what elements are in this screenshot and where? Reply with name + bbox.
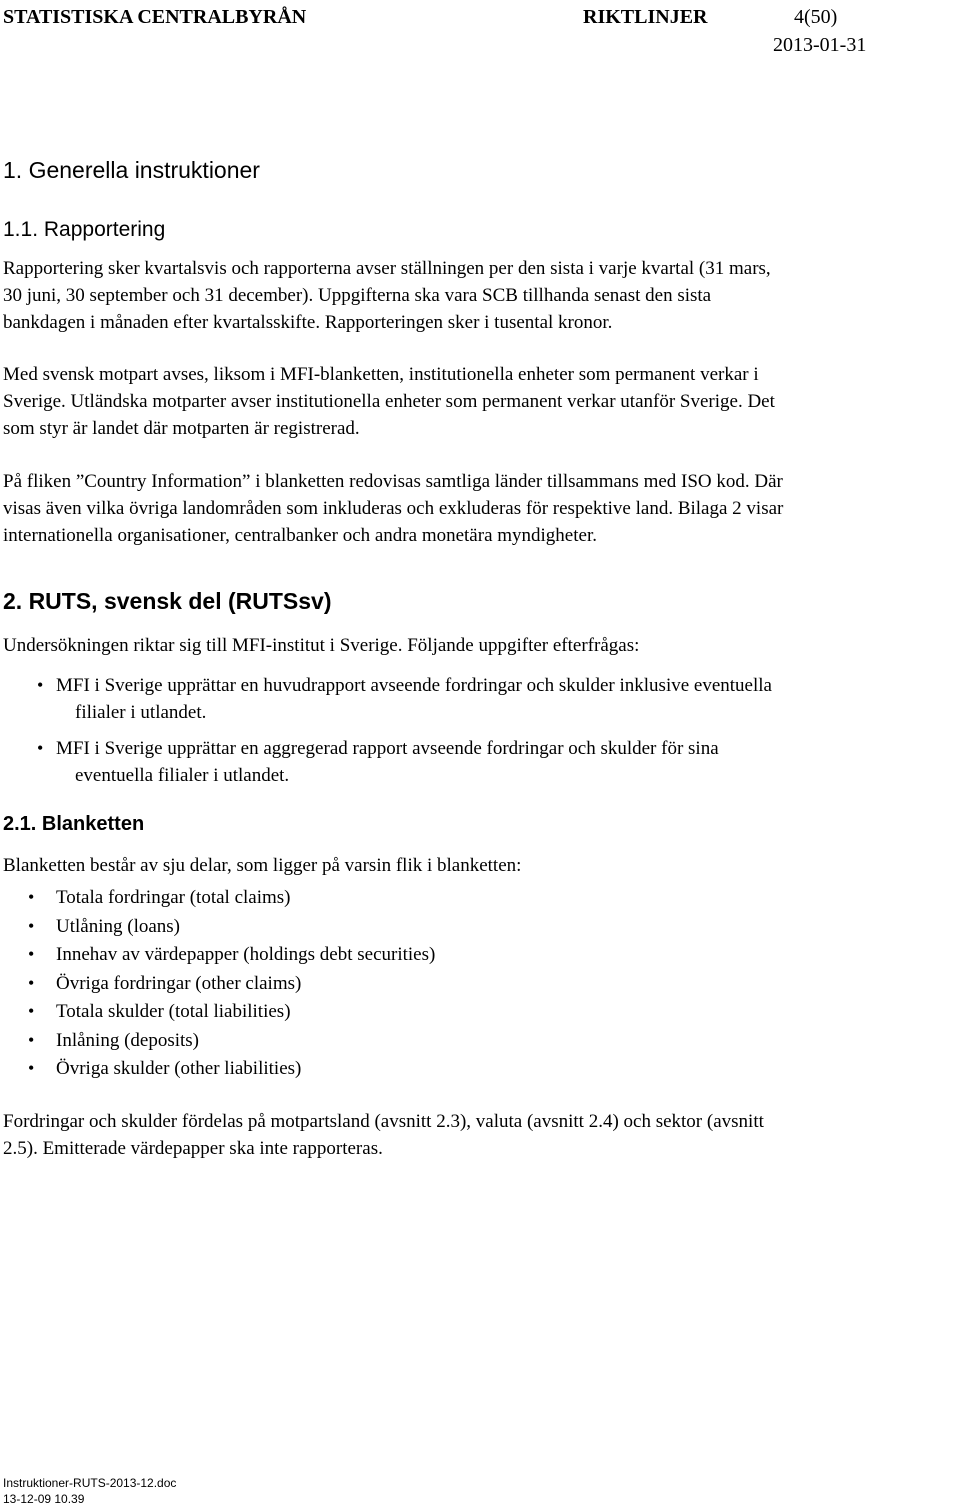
- header-org: STATISTISKA CENTRALBYRÅN: [3, 6, 307, 28]
- paragraph-line: internationella organisationer, centralbanker och andra monetära myndigheter.: [3, 525, 597, 546]
- bullet-icon: •: [28, 973, 35, 993]
- bullet-icon: •: [28, 887, 35, 907]
- closing-line: Fordringar och skulder fördelas på motpartsland (avsnitt 2.3), valuta (avsnitt 2.4) och sektor (avsnitt: [3, 1111, 764, 1132]
- footer-timestamp: 13-12-09 10.39: [3, 1492, 85, 1506]
- bullet-icon: •: [28, 944, 35, 964]
- list-item: Innehav av värdepapper (holdings debt securities): [56, 944, 436, 965]
- paragraph-line: som styr är landet där motparten är registrerad.: [3, 418, 360, 439]
- bullet-icon: •: [28, 1030, 35, 1050]
- bullet-icon: •: [37, 675, 44, 695]
- section-2-1-intro: Blanketten består av sju delar, som ligger på varsin flik i blanketten:: [3, 855, 522, 876]
- bullet-icon: •: [28, 916, 35, 936]
- paragraph-line: På fliken ”Country Information” i blanketten redovisas samtliga länder tillsammans med ISO kod. Där: [3, 471, 783, 492]
- closing-line: 2.5). Emitterade värdepapper ska inte rapporteras.: [3, 1138, 383, 1159]
- list-item: Inlåning (deposits): [56, 1030, 200, 1051]
- paragraph-line: Sverige. Utländska motparter avser institutionella enheter som permanent verkar utanför Sverige. Det: [3, 391, 775, 412]
- paragraph-line: visas även vilka övriga landområden som inkluderas och exkluderas för respektive land. Bilaga 2 visar: [3, 498, 784, 519]
- bullet-text: eventuella filialer i utlandet.: [75, 765, 290, 786]
- section-2-heading: 2. RUTS, svensk del (RUTSsv): [3, 588, 332, 614]
- footer-filename: Instruktioner-RUTS-2013-12.doc: [3, 1476, 177, 1490]
- bullet-text: MFI i Sverige upprättar en huvudrapport avseende fordringar och skulder inklusive eventuella: [56, 675, 772, 696]
- header-doc-type: RIKTLINJER: [583, 6, 708, 28]
- section-1-1-heading: 1.1. Rapportering: [3, 218, 166, 241]
- header-page: 4(50): [794, 6, 838, 28]
- paragraph-line: Med svensk motpart avses, liksom i MFI-blanketten, institutionella enheter som permanent verkar i: [3, 364, 759, 385]
- paragraph-line: bankdagen i månaden efter kvartalsskifte. Rapporteringen sker i tusental kronor.: [3, 312, 613, 333]
- bullet-text: filialer i utlandet.: [75, 702, 207, 723]
- section-2-intro: Undersökningen riktar sig till MFI-institut i Sverige. Följande uppgifter efterfrågas:: [3, 635, 640, 656]
- list-item: Övriga skulder (other liabilities): [56, 1058, 302, 1079]
- paragraph-line: Rapportering sker kvartalsvis och rapporterna avser ställningen per den sista i varje kvartal (31 mars,: [3, 258, 771, 279]
- list-item: Totala fordringar (total claims): [56, 887, 291, 908]
- bullet-text: MFI i Sverige upprättar en aggregerad rapport avseende fordringar och skulder för sina: [56, 738, 719, 759]
- paragraph-line: 30 juni, 30 september och 31 december). Uppgifterna ska vara SCB tillhanda senast den sista: [3, 285, 712, 306]
- bullet-icon: •: [28, 1058, 35, 1078]
- list-item: Övriga fordringar (other claims): [56, 973, 302, 994]
- section-2-1-heading: 2.1. Blanketten: [3, 813, 145, 835]
- list-item: Totala skulder (total liabilities): [56, 1001, 291, 1022]
- list-item: Utlåning (loans): [56, 916, 181, 937]
- bullet-icon: •: [28, 1001, 35, 1021]
- bullet-icon: •: [37, 738, 44, 758]
- section-1-heading: 1. Generella instruktioner: [3, 157, 260, 183]
- header-date: 2013-01-31: [773, 34, 867, 56]
